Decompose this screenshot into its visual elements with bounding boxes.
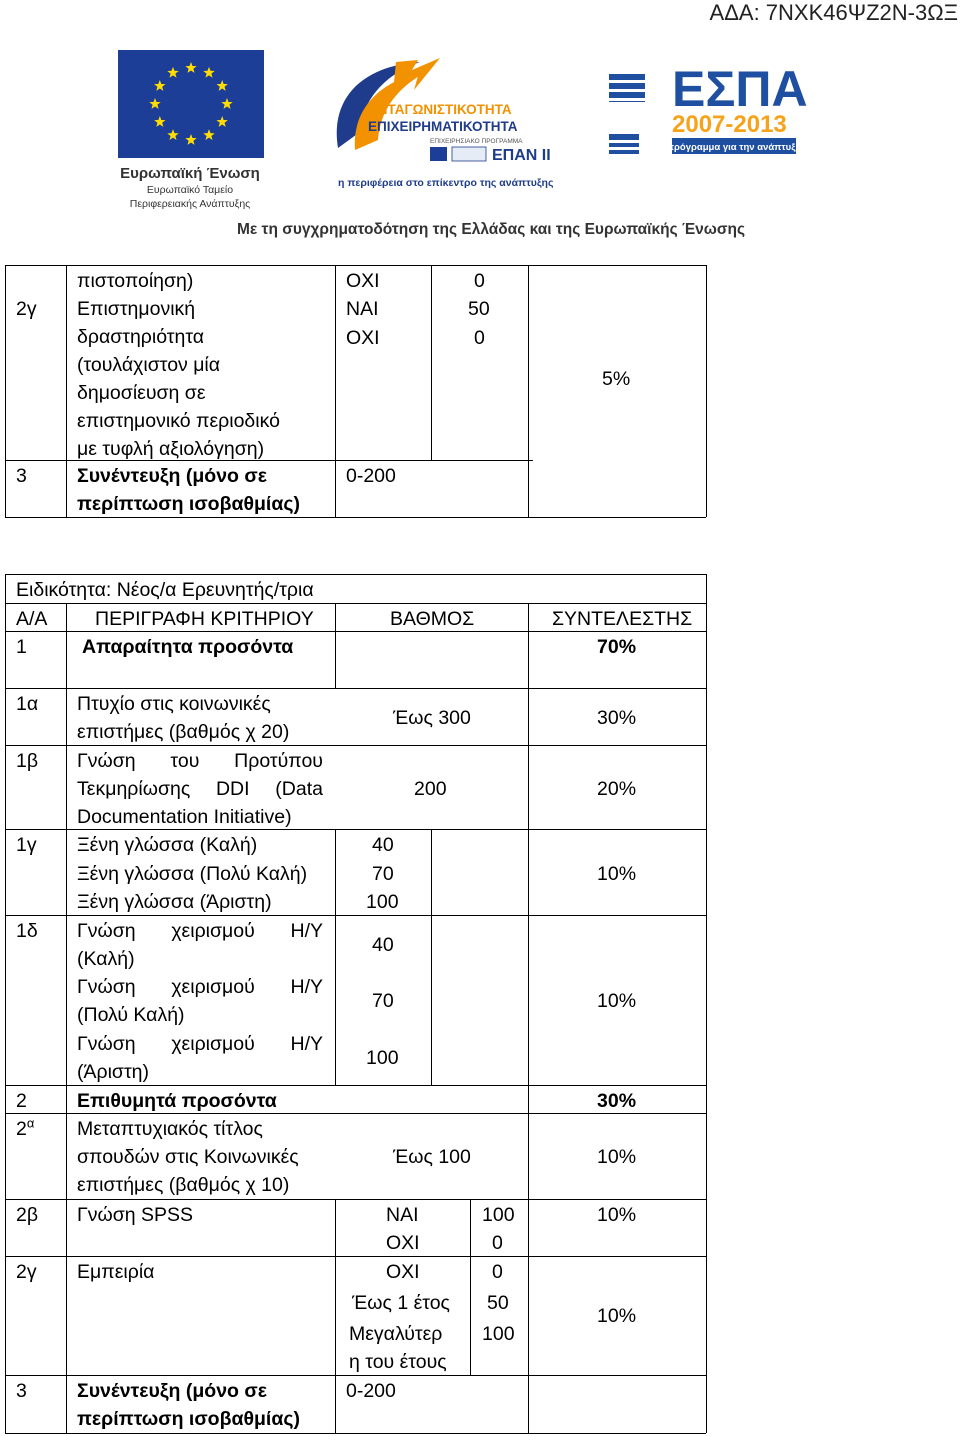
espa-mini-icon — [452, 147, 486, 161]
row-desc-line: επιστήμες (βαθμός χ 20) — [77, 721, 290, 743]
row-desc-line: περίπτωση ισοβαθμίας) — [77, 493, 300, 515]
greek-flag-icon — [609, 74, 645, 102]
row-number: 3 — [16, 465, 27, 487]
row-desc-line — [77, 973, 323, 1001]
row-points: 50 — [487, 1292, 509, 1314]
row-desc-line: Συνέντευξη (μόνο σε — [77, 1380, 267, 1402]
row-points: 70 — [372, 863, 394, 885]
row-desc-line: Επιστημονική — [77, 298, 196, 320]
row-points: 0 — [474, 270, 485, 292]
eu-logo — [118, 50, 264, 210]
row-desc-line: Πτυχίο στις κοινωνικές — [77, 693, 271, 715]
epan-line2: ΕΠΙΧΕΙΡΗΜΑΤΙΚΟΤΗΤΑ — [368, 119, 518, 134]
word: Προτύπου — [234, 750, 323, 772]
row-desc-line: Μεταπτυχιακός τίτλος — [77, 1118, 263, 1140]
row-desc-line — [77, 775, 323, 803]
row-number: 2γ — [16, 1261, 37, 1283]
row-weight: 5% — [602, 368, 631, 390]
header-weight: ΣΥΝΤΕΛΕΣΤΗΣ — [552, 608, 693, 630]
ada-code: ΑΔΑ: 7ΝΧΚ46ΨΖ2Ν-3ΩΞ — [709, 0, 958, 25]
eu-mini-flag-icon — [430, 147, 447, 161]
header-aa: Α/Α — [16, 608, 48, 630]
row-desc-line: Documentation Initiative) — [77, 806, 292, 828]
word: Γνώση — [77, 750, 136, 772]
word: Τεκμηρίωσης — [77, 778, 191, 800]
word: Γνώση — [77, 1033, 136, 1055]
greek-flag-small-icon — [609, 134, 639, 154]
row-number: 2γ — [16, 298, 37, 320]
row-range: 0-200 — [346, 1380, 396, 1402]
row-desc: Γνώση SPSS — [77, 1204, 194, 1226]
epan-line4: ΕΠΑΝ ΙΙ — [492, 147, 551, 164]
row-weight: 10% — [597, 1204, 637, 1226]
epan-slogan: η περιφέρεια στο επίκεντρο της ανάπτυξης — [338, 177, 554, 189]
row-desc-line: σπουδών στις Κοινωνικές — [77, 1146, 299, 1168]
row-desc-line — [77, 1030, 323, 1058]
epan-logo — [337, 58, 554, 189]
row-number: 2β — [16, 1204, 39, 1226]
row-desc-line — [77, 917, 323, 945]
row-option: ΟΧΙ — [346, 327, 380, 349]
row-desc-line: (Πολύ Καλή) — [77, 1004, 185, 1026]
row-number: 1β — [16, 750, 39, 772]
espa-title: ΕΣΠΑ — [672, 61, 808, 117]
row-points: 100 — [366, 891, 399, 913]
row-number: 3 — [16, 1380, 27, 1402]
row-range: 0-200 — [346, 465, 396, 487]
flag-stripe-icon — [609, 147, 639, 150]
eu-logo-line3: Περιφερειακής Ανάπτυξης — [129, 198, 251, 210]
header-grade: ΒΑΘΜΟΣ — [390, 608, 475, 630]
row-number: 1δ — [16, 920, 38, 942]
row-desc-line: με τυφλή αξιολόγηση) — [77, 438, 265, 460]
eu-logo-line2: Ευρωπαϊκό Ταμείο — [146, 184, 234, 196]
row-points: 0 — [474, 327, 485, 349]
row-option: ΝΑΙ — [346, 298, 379, 320]
row-grade: 200 — [414, 778, 447, 800]
word: χειρισμού — [171, 976, 255, 998]
row-points: 100 — [482, 1323, 515, 1345]
row-desc-line: Συνέντευξη (μόνο σε — [77, 465, 267, 487]
logo-banner — [0, 0, 960, 260]
row-option: ΝΑΙ — [386, 1204, 419, 1226]
row-points: 100 — [482, 1204, 515, 1226]
row-weight: 20% — [597, 778, 637, 800]
row-desc-line: δραστηριότητα — [77, 326, 205, 348]
word: Η/Υ — [290, 1033, 323, 1055]
word: του — [170, 750, 200, 772]
row-number: 1γ — [16, 834, 37, 856]
row-desc: Ξένη γλώσσα (Καλή) — [77, 834, 258, 856]
row-points: 0 — [492, 1232, 503, 1254]
row-grade: Έως 100 — [393, 1146, 471, 1168]
row-option: ΟΧΙ — [386, 1232, 420, 1254]
word: χειρισμού — [171, 920, 255, 942]
specialty-title: Ειδικότητα: Νέος/α Ερευνητής/τρια — [16, 579, 314, 601]
epan-line3: ΕΠΙΧΕΙΡΗΣΙΑΚΟ ΠΡΟΓΡΑΜΜΑ — [430, 138, 523, 145]
espa-logo — [609, 61, 808, 154]
section-weight: 70% — [597, 636, 637, 658]
row-option: ΟΧΙ — [386, 1261, 420, 1283]
word: Η/Υ — [290, 976, 323, 998]
row-desc-line: δημοσίευση σε — [77, 382, 206, 404]
row-number-main: 2 — [16, 1118, 27, 1140]
row-desc: Εμπειρία — [77, 1261, 155, 1283]
row-points: 50 — [468, 298, 490, 320]
cofinance-text: Με τη συγχρηματοδότηση της Ελλάδας και της Ευρωπαϊκής Ένωσης — [236, 221, 746, 238]
row-desc: Ξένη γλώσσα (Άριστη) — [77, 891, 272, 913]
row-option-line: η του έτους — [349, 1351, 447, 1373]
section-title: Επιθυμητά προσόντα — [77, 1090, 277, 1112]
espa-tagline: πρόγραμμα για την ανάπτυξη — [666, 142, 802, 153]
word: Γνώση — [77, 920, 136, 942]
row-weight: 30% — [597, 707, 637, 729]
row-desc-line: (τουλάχιστον μία — [77, 354, 221, 376]
section-number: 1 — [16, 636, 27, 658]
row-desc-line: περίπτωση ισοβαθμίας) — [77, 1408, 300, 1430]
header-description: ΠΕΡΙΓΡΑΦΗ ΚΡΙΤΗΡΙΟΥ — [95, 608, 314, 630]
word: Η/Υ — [290, 920, 323, 942]
section-title: Απαραίτητα προσόντα — [82, 636, 294, 658]
row-desc: Ξένη γλώσσα (Πολύ Καλή) — [77, 863, 308, 885]
section-number: 2 — [16, 1090, 27, 1112]
row-desc-line: επιστήμες (βαθμός χ 10) — [77, 1174, 290, 1196]
row-weight: 10% — [597, 990, 637, 1012]
word: (Data — [275, 778, 323, 800]
row-weight: 10% — [597, 1146, 637, 1168]
row-weight: 10% — [597, 1305, 637, 1327]
row-option: ΟΧΙ — [346, 270, 380, 292]
espa-years: 2007-2013 — [672, 111, 787, 138]
word: Γνώση — [77, 976, 136, 998]
row-grade: Έως 300 — [393, 707, 471, 729]
word: DDI — [215, 778, 250, 800]
flag-stripe-icon — [609, 140, 639, 143]
row-desc-line — [77, 747, 323, 775]
epan-line1: ΑΝΤΑΓΩΝΙΣΤΙΚΟΤΗΤΑ — [368, 102, 512, 117]
row-number — [16, 1115, 34, 1143]
row-number: 1α — [16, 693, 39, 715]
row-points: 100 — [366, 1047, 399, 1069]
row-points: 0 — [492, 1261, 503, 1283]
row-points: 40 — [372, 834, 394, 856]
row-points: 70 — [372, 990, 394, 1012]
row-option: Έως 1 έτος — [352, 1292, 450, 1314]
row-points: 40 — [372, 934, 394, 956]
row-desc-line: επιστημονικό περιοδικό — [77, 410, 280, 432]
section-weight: 30% — [597, 1090, 637, 1112]
row-option-line: Μεγαλύτερ — [349, 1323, 443, 1345]
row-desc: πιστοποίηση) — [77, 270, 194, 292]
eu-logo-line1: Ευρωπαϊκή Ένωση — [120, 165, 260, 182]
row-desc-line: (Άριστη) — [77, 1061, 150, 1083]
word: χειρισμού — [171, 1033, 255, 1055]
row-desc-line: (Καλή) — [77, 948, 135, 970]
row-weight: 10% — [597, 863, 637, 885]
row-number-sup: α — [26, 1115, 35, 1131]
